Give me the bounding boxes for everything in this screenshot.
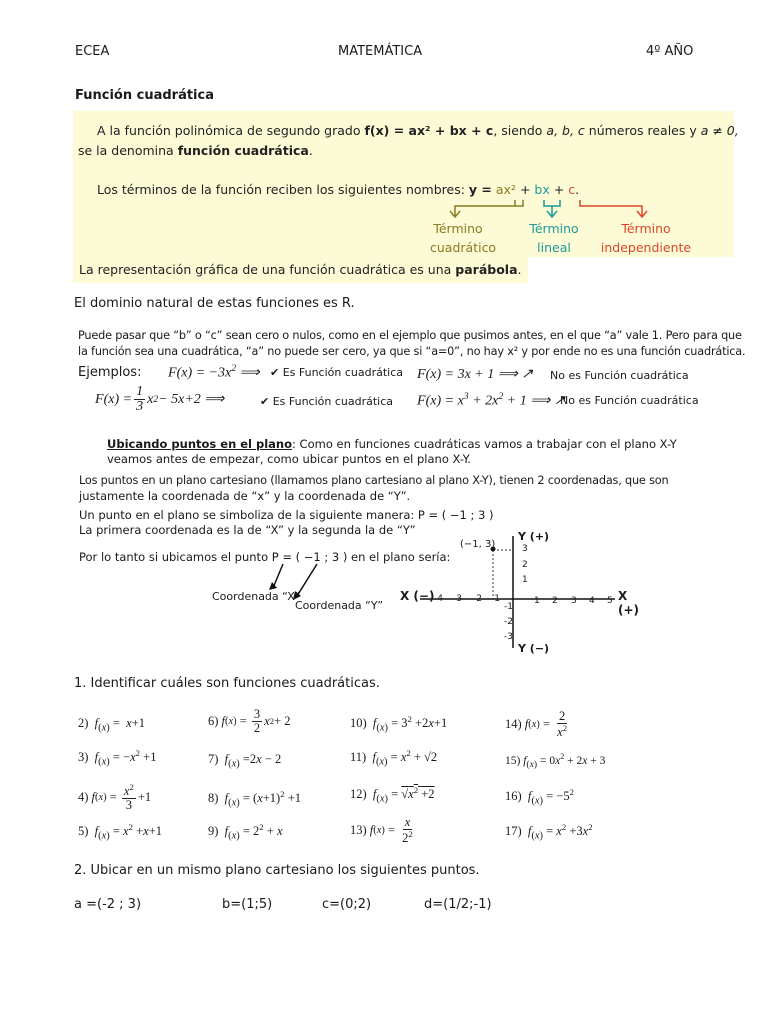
x-tick: -3 — [453, 594, 462, 604]
x-minus-label: X (−) — [400, 589, 435, 603]
plane-p4: La primera coordenada es la de “X” y la segunda la de “Y” — [79, 523, 416, 537]
def-text: números reales y — [584, 123, 701, 138]
label-line: Término — [529, 221, 579, 236]
function-item: 4) f (x) = $\frac{x^2}{3}$ +1 — [78, 782, 152, 812]
coord-y-label: Coordenada “Y” — [295, 599, 384, 612]
parabola-word: parábola — [455, 262, 518, 277]
y-tick: -1 — [504, 602, 513, 612]
point-a: a =(-2 ; 3) — [74, 897, 142, 912]
label-quadratic — [430, 221, 497, 255]
plane-heading-rest: : Como en funciones cuadráticas vamos a trabajar con el plano X-Y — [292, 437, 677, 451]
y-plus-label: Y (+) — [518, 530, 550, 543]
plus-sign: + — [519, 182, 531, 197]
plane-heading: Ubicando puntos en el plano — [107, 437, 293, 451]
label-line: Término — [621, 221, 671, 236]
example-3-result: No es Función cuadrática — [550, 369, 689, 382]
def-term: función cuadrática — [177, 143, 309, 158]
explain-line-2: la función sea una cuadrática, “a” no puede ser cero, ya que si “a=0”, no hay x² y por ende no es una función cuadrática. — [78, 345, 746, 358]
function-item: 12) $f_{(x)} = √x^2 +2$ — [350, 785, 435, 805]
example-2-result: ✔ Es Función cuadrática — [260, 395, 394, 408]
page-title: Función cuadrática — [75, 88, 214, 103]
x-tick: -2 — [473, 594, 482, 604]
term-independent: c — [568, 182, 576, 197]
function-item: 16) $f_{(x)} = -5^2$ — [505, 787, 574, 807]
header-center: MATEMÁTICA — [338, 44, 423, 59]
terms-y: y = — [468, 182, 492, 197]
function-item: 10) $f_{(x)} = 3^2 +2x+1$ — [350, 714, 448, 734]
point-b: b=(1;5) — [222, 897, 273, 912]
point-d: d=(1/2;-1) — [424, 897, 492, 912]
function-item: 3) $f_{(x)} = -x^2 +1$ — [78, 748, 157, 768]
definition-line-2 — [78, 143, 313, 158]
plane-p1: Los puntos en un plano cartesiano (llamamos plano cartesiano al plano X-Y), tienen 2 coordenadas, que son — [79, 474, 669, 487]
x-tick: 3 — [571, 596, 577, 606]
x-tick: 4 — [589, 596, 595, 606]
label-line: lineal — [537, 240, 571, 255]
plane-heading-line — [107, 437, 677, 451]
explain-line-1: Puede pasar que “b” o “c” sean cero o nulos, como en el ejemplo que pusimos antes, en el que “a” vale 1. Pero para que — [78, 329, 742, 342]
label-line: Término — [433, 221, 483, 236]
def-formula: f(x) = ax² + bx + c — [364, 123, 494, 138]
def-condition: a ≠ 0, — [700, 123, 739, 138]
function-item: 2) $f_{(x)} = x+1$ — [78, 716, 146, 734]
x-tick: -1 — [491, 594, 500, 604]
parabola-line — [79, 262, 522, 277]
function-item: 6) f (x) = $\frac{3}{2}$ x 2 + 2 — [208, 707, 291, 735]
example-4-formula: $F(x) = x^3 + 2x^2 + 1$ ⟹ ↗ — [417, 391, 566, 409]
term-brackets — [440, 196, 660, 224]
plane-p3: Un punto en el plano se simboliza de la siguiente manera: P = ( −1 ; 3 ) — [79, 508, 494, 522]
term-quadratic: ax² — [495, 182, 516, 197]
def-coefs: a, b, c — [546, 123, 585, 138]
x-plus-label: X (+) — [618, 589, 640, 617]
example-1-formula: $F(x) = -3x^2$ ⟹ — [168, 363, 260, 381]
period: . — [517, 262, 522, 277]
coord-x-label: Coordenada “X” — [212, 590, 300, 603]
def-text: . — [308, 143, 313, 158]
point-label: (−1, 3) — [460, 539, 496, 550]
def-text: se la denomina — [78, 143, 178, 158]
plane-heading-line-2: veamos antes de empezar, como ubicar puntos en el plano X-Y. — [107, 452, 471, 466]
terms-text: Los términos de la función reciben los siguientes nombres: — [97, 182, 469, 197]
plane-p2: justamente la coordenada de “x” y la coordenada de “Y”. — [79, 489, 411, 503]
x-tick: 2 — [552, 596, 558, 606]
label-line: independiente — [600, 240, 692, 255]
label-line: cuadrático — [430, 240, 497, 255]
example-2-formula: F ( x ) = $\frac{1}{3}$ x 2 − 5 x +2 ⟹ — [95, 384, 225, 414]
example-4-result: No es Función cuadrática — [560, 394, 699, 407]
y-tick: 1 — [522, 575, 528, 585]
cartesian-plane — [400, 528, 650, 656]
example-1-result: ✔ Es Función cuadrática — [270, 366, 404, 379]
function-item: 8) $f_{(x)} = (x+1)^2 +1$ — [208, 789, 302, 809]
function-item: 7) $f_{(x)} =2x - 2$ — [208, 752, 282, 770]
y-tick: -2 — [504, 617, 513, 627]
function-item: 14) f (x) = $\frac{2}{x^2}$ — [505, 709, 568, 739]
function-item: 9) $f_{(x)} = 2^2 + x$ — [208, 822, 283, 842]
y-minus-label: Y (−) — [518, 642, 550, 655]
example-3-formula: F(x) = 3x + 1 ⟹ ↗ — [417, 367, 534, 382]
terms-line — [97, 182, 579, 197]
parabola-text: La representación gráfica de una función cuadrática es una — [79, 262, 456, 277]
x-tick: 1 — [534, 596, 540, 606]
term-linear: bx — [534, 182, 550, 197]
domain-text: El dominio natural de estas funciones es R. — [74, 296, 355, 311]
function-item: 15) $f_{(x)} = 0x^2 + 2x + 3$ — [505, 752, 606, 771]
label-linear — [524, 221, 584, 255]
y-tick: -3 — [504, 632, 513, 642]
def-text: , siendo — [493, 123, 547, 138]
plus-sign: + — [553, 182, 565, 197]
y-tick: 2 — [522, 560, 528, 570]
header-right: 4º AÑO — [646, 44, 694, 59]
question-2: 2. Ubicar en un mismo plano cartesiano los siguientes puntos. — [74, 863, 480, 878]
function-item: 5) $f_{(x)} = x^2 +x+1$ — [78, 822, 163, 842]
function-item: 17) $f_{(x)} = x^2 +3x^2$ — [505, 822, 593, 842]
y-tick: 3 — [522, 544, 528, 554]
function-item: 13) f (x) = $\frac{x}{2^2}$ — [350, 815, 413, 845]
def-text: A la función polinómica de segundo grado — [97, 123, 365, 138]
period: . — [575, 182, 580, 197]
x-tick: -4 — [434, 594, 443, 604]
examples-label: Ejemplos: — [78, 365, 142, 380]
definition-line-1 — [97, 123, 739, 138]
question-1: 1. Identificar cuáles son funciones cuadráticas. — [74, 676, 380, 691]
function-item: 11) $f_{(x)} = x^2 + √2$ — [350, 748, 438, 768]
label-independent — [600, 221, 692, 255]
plane-p5: Por lo tanto si ubicamos el punto P = ( −1 ; 3 ) en el plano sería: — [79, 550, 451, 564]
header-left: ECEA — [75, 44, 110, 59]
x-tick: 5 — [607, 596, 613, 606]
point-c: c=(0;2) — [322, 897, 372, 912]
